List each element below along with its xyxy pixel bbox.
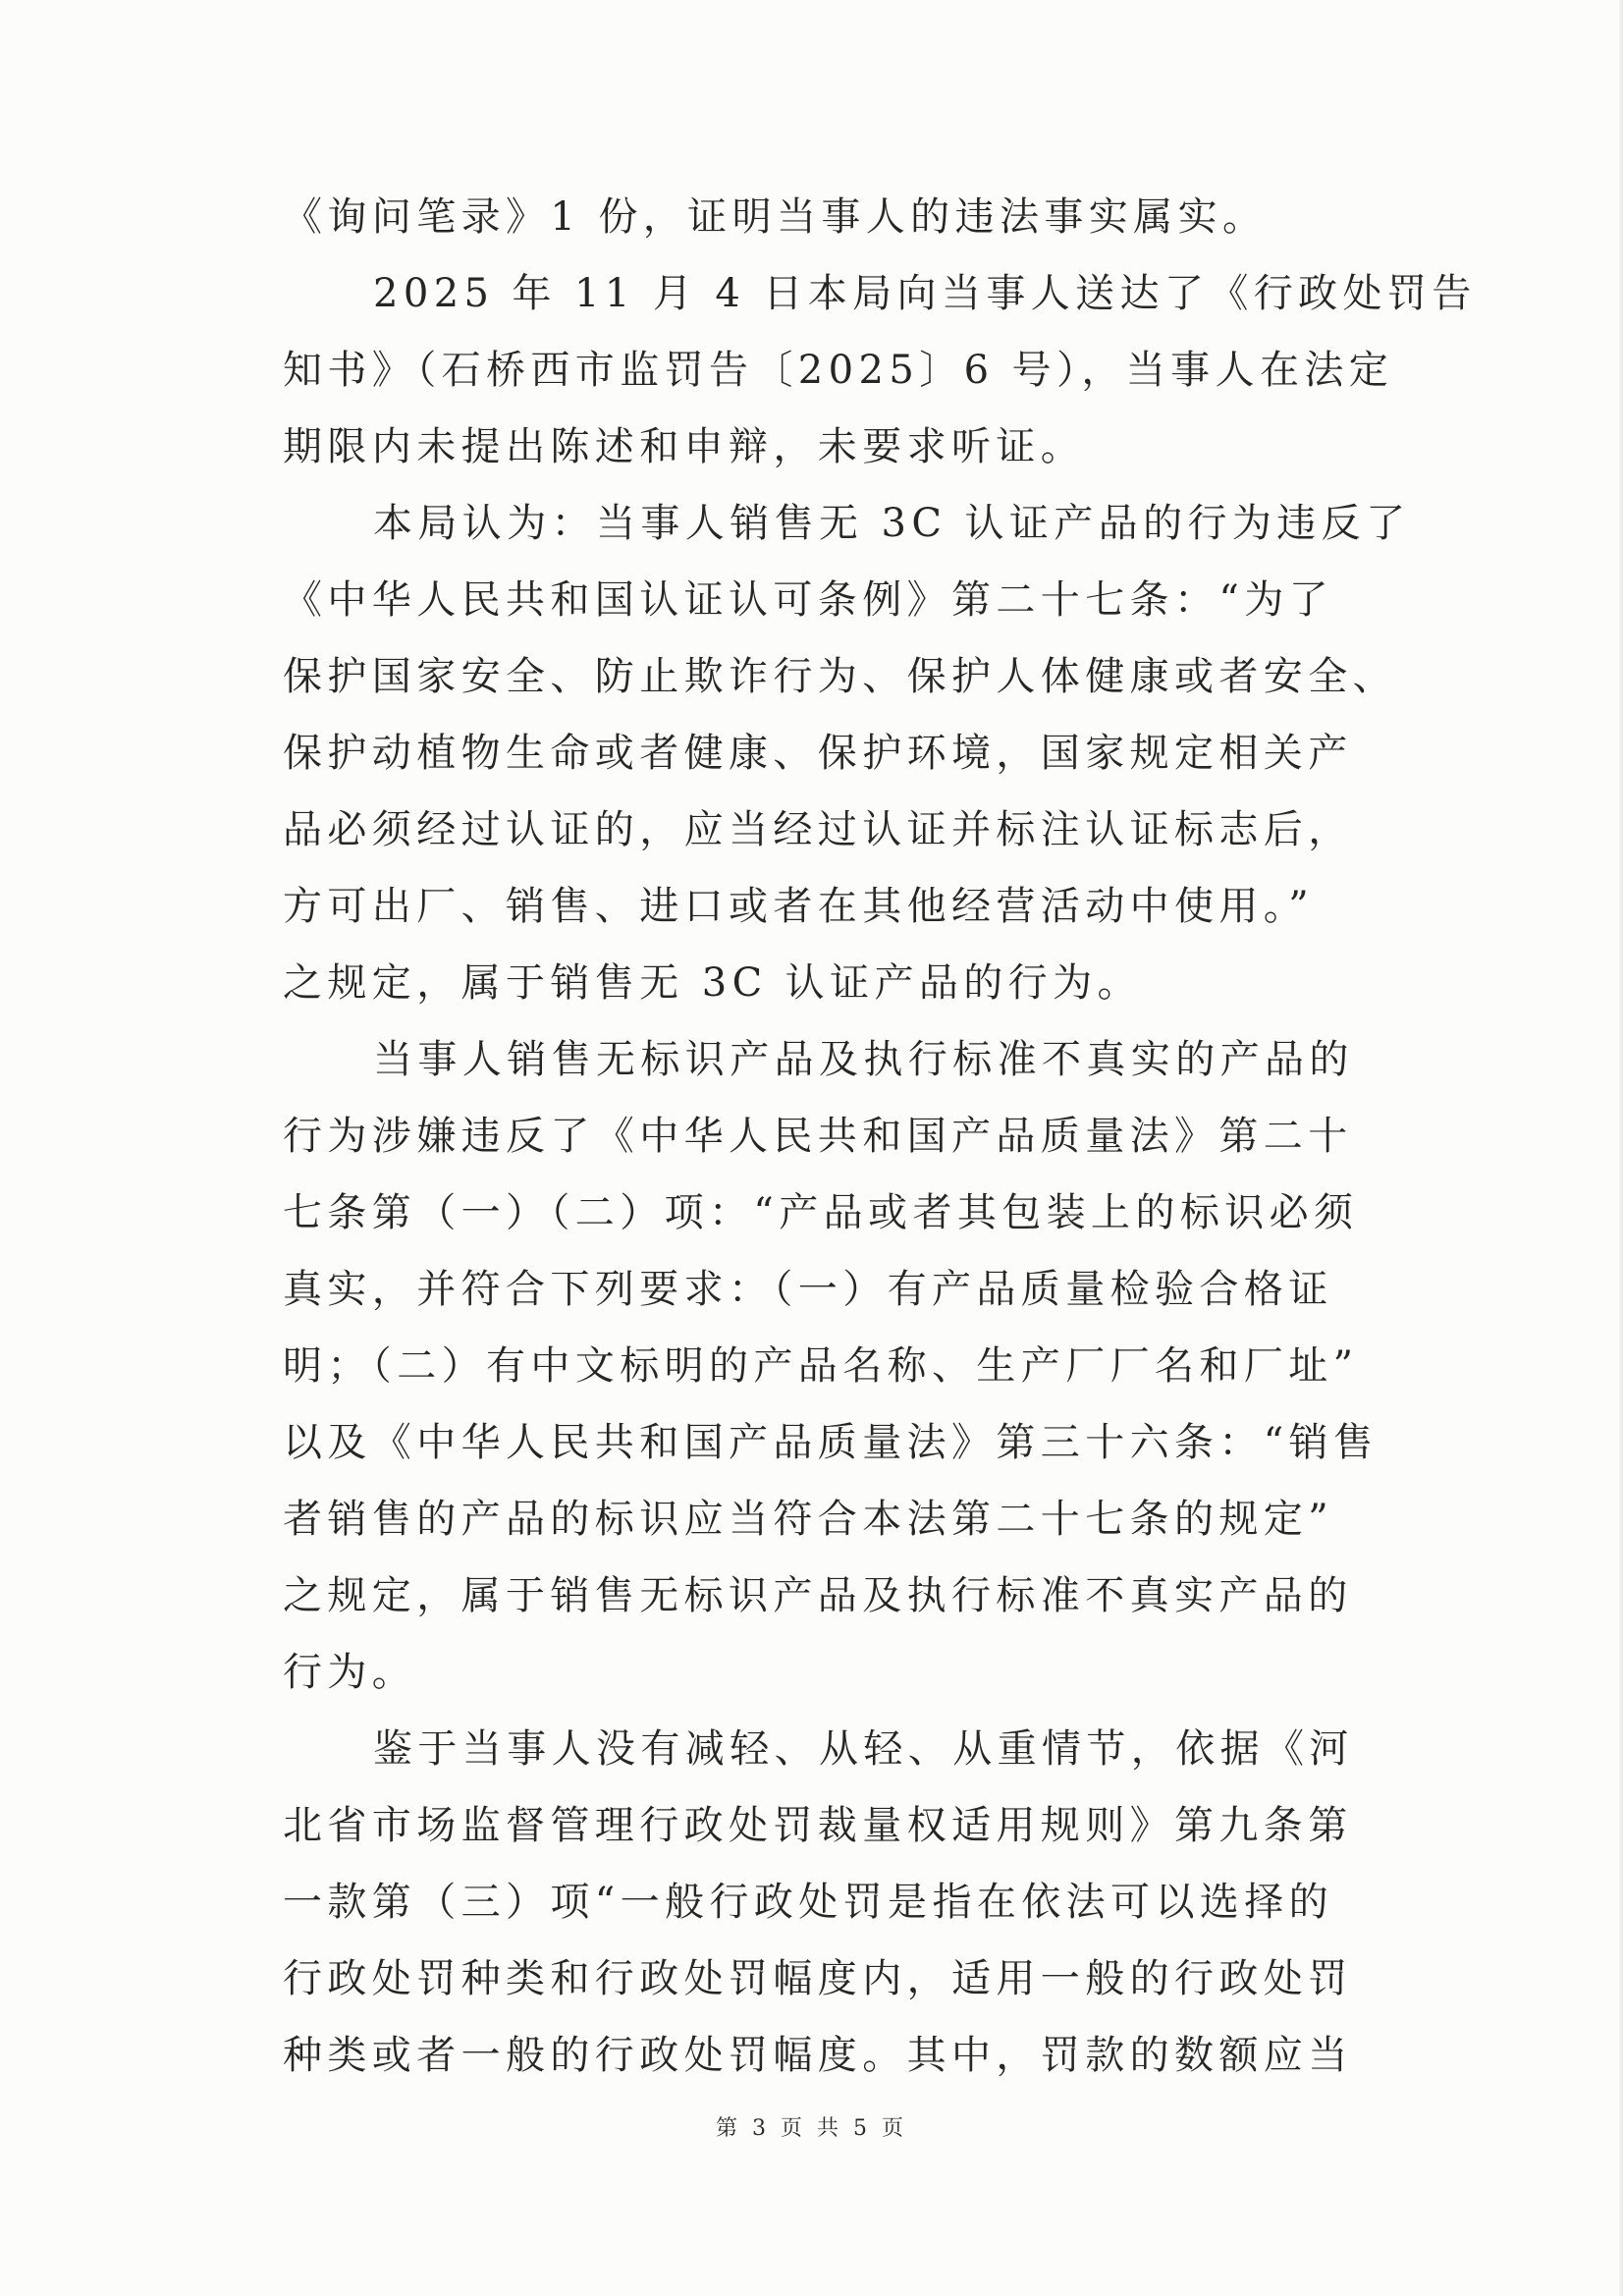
text-line-4: 期限内未提出陈述和申辩，未要求听证。: [283, 424, 1086, 469]
text-line-8: 保护动植物生命或者健康、保护环境，国家规定相关产: [283, 731, 1353, 776]
text-line-22: 北省市场监督管理行政处罚裁量权适用规则》第九条第: [283, 1803, 1353, 1848]
text-line-9: 品必须经过认证的，应当经过认证并标注认证标志后，: [283, 807, 1353, 852]
text-line-19: 之规定，属于销售无标识产品及执行标准不真实产品的: [283, 1573, 1353, 1618]
text-line-24: 行政处罚种类和行政处罚幅度内，适用一般的行政处罚: [283, 1956, 1353, 2001]
text-line-1: 《询问笔录》1 份，证明当事人的违法事实属实。: [283, 194, 1268, 240]
text-line-25: 种类或者一般的行政处罚幅度。其中，罚款的数额应当: [283, 2033, 1353, 2078]
text-line-20: 行为。: [283, 1650, 417, 1695]
text-line-3: 知书》（石桥西市监罚告〔2025〕6 号），当事人在法定: [283, 348, 1394, 393]
text-line-17: 以及《中华人民共和国产品质量法》第三十六条：“销售: [283, 1420, 1379, 1465]
text-line-16: 明；（二）有中文标明的产品名称、生产厂厂名和厂址”: [283, 1343, 1359, 1389]
text-line-11: 之规定，属于销售无 3C 认证产品的行为。: [283, 960, 1142, 1006]
text-line-7: 保护国家安全、防止欺诈行为、保护人体健康或者安全、: [283, 654, 1397, 699]
page-number: 第 3 页 共 5 页: [716, 2116, 907, 2141]
text-line-15: 真实，并符合下列要求：（一）有产品质量检验合格证: [283, 1267, 1333, 1312]
text-line-10: 方可出厂、销售、进口或者在其他经营活动中使用。”: [283, 884, 1315, 929]
text-line-12: 当事人销售无标识产品及执行标准不真实的产品的: [373, 1037, 1354, 1082]
text-line-5: 本局认为：当事人销售无 3C 认证产品的行为违反了: [373, 501, 1411, 546]
text-line-13: 行为涉嫌违反了《中华人民共和国产品质量法》第二十: [283, 1114, 1353, 1159]
text-line-21: 鉴于当事人没有减轻、从轻、从重情节，依据《河: [373, 1726, 1354, 1772]
text-line-2: 2025 年 11 月 4 日本局向当事人送达了《行政处罚告: [373, 271, 1477, 316]
text-line-14: 七条第（一）（二）项：“产品或者其包装上的标识必须: [283, 1190, 1359, 1235]
scan-edge: [1619, 0, 1623, 2296]
text-line-18: 者销售的产品的标识应当符合本法第二十七条的规定”: [283, 1497, 1334, 1542]
document-body: [283, 179, 1477, 2094]
text-line-6: 《中华人民共和国认证认可条例》第二十七条：“为了: [283, 577, 1334, 623]
text-line-23: 一款第（三）项“一般行政处罚是指在依法可以选择的: [283, 1880, 1334, 1925]
